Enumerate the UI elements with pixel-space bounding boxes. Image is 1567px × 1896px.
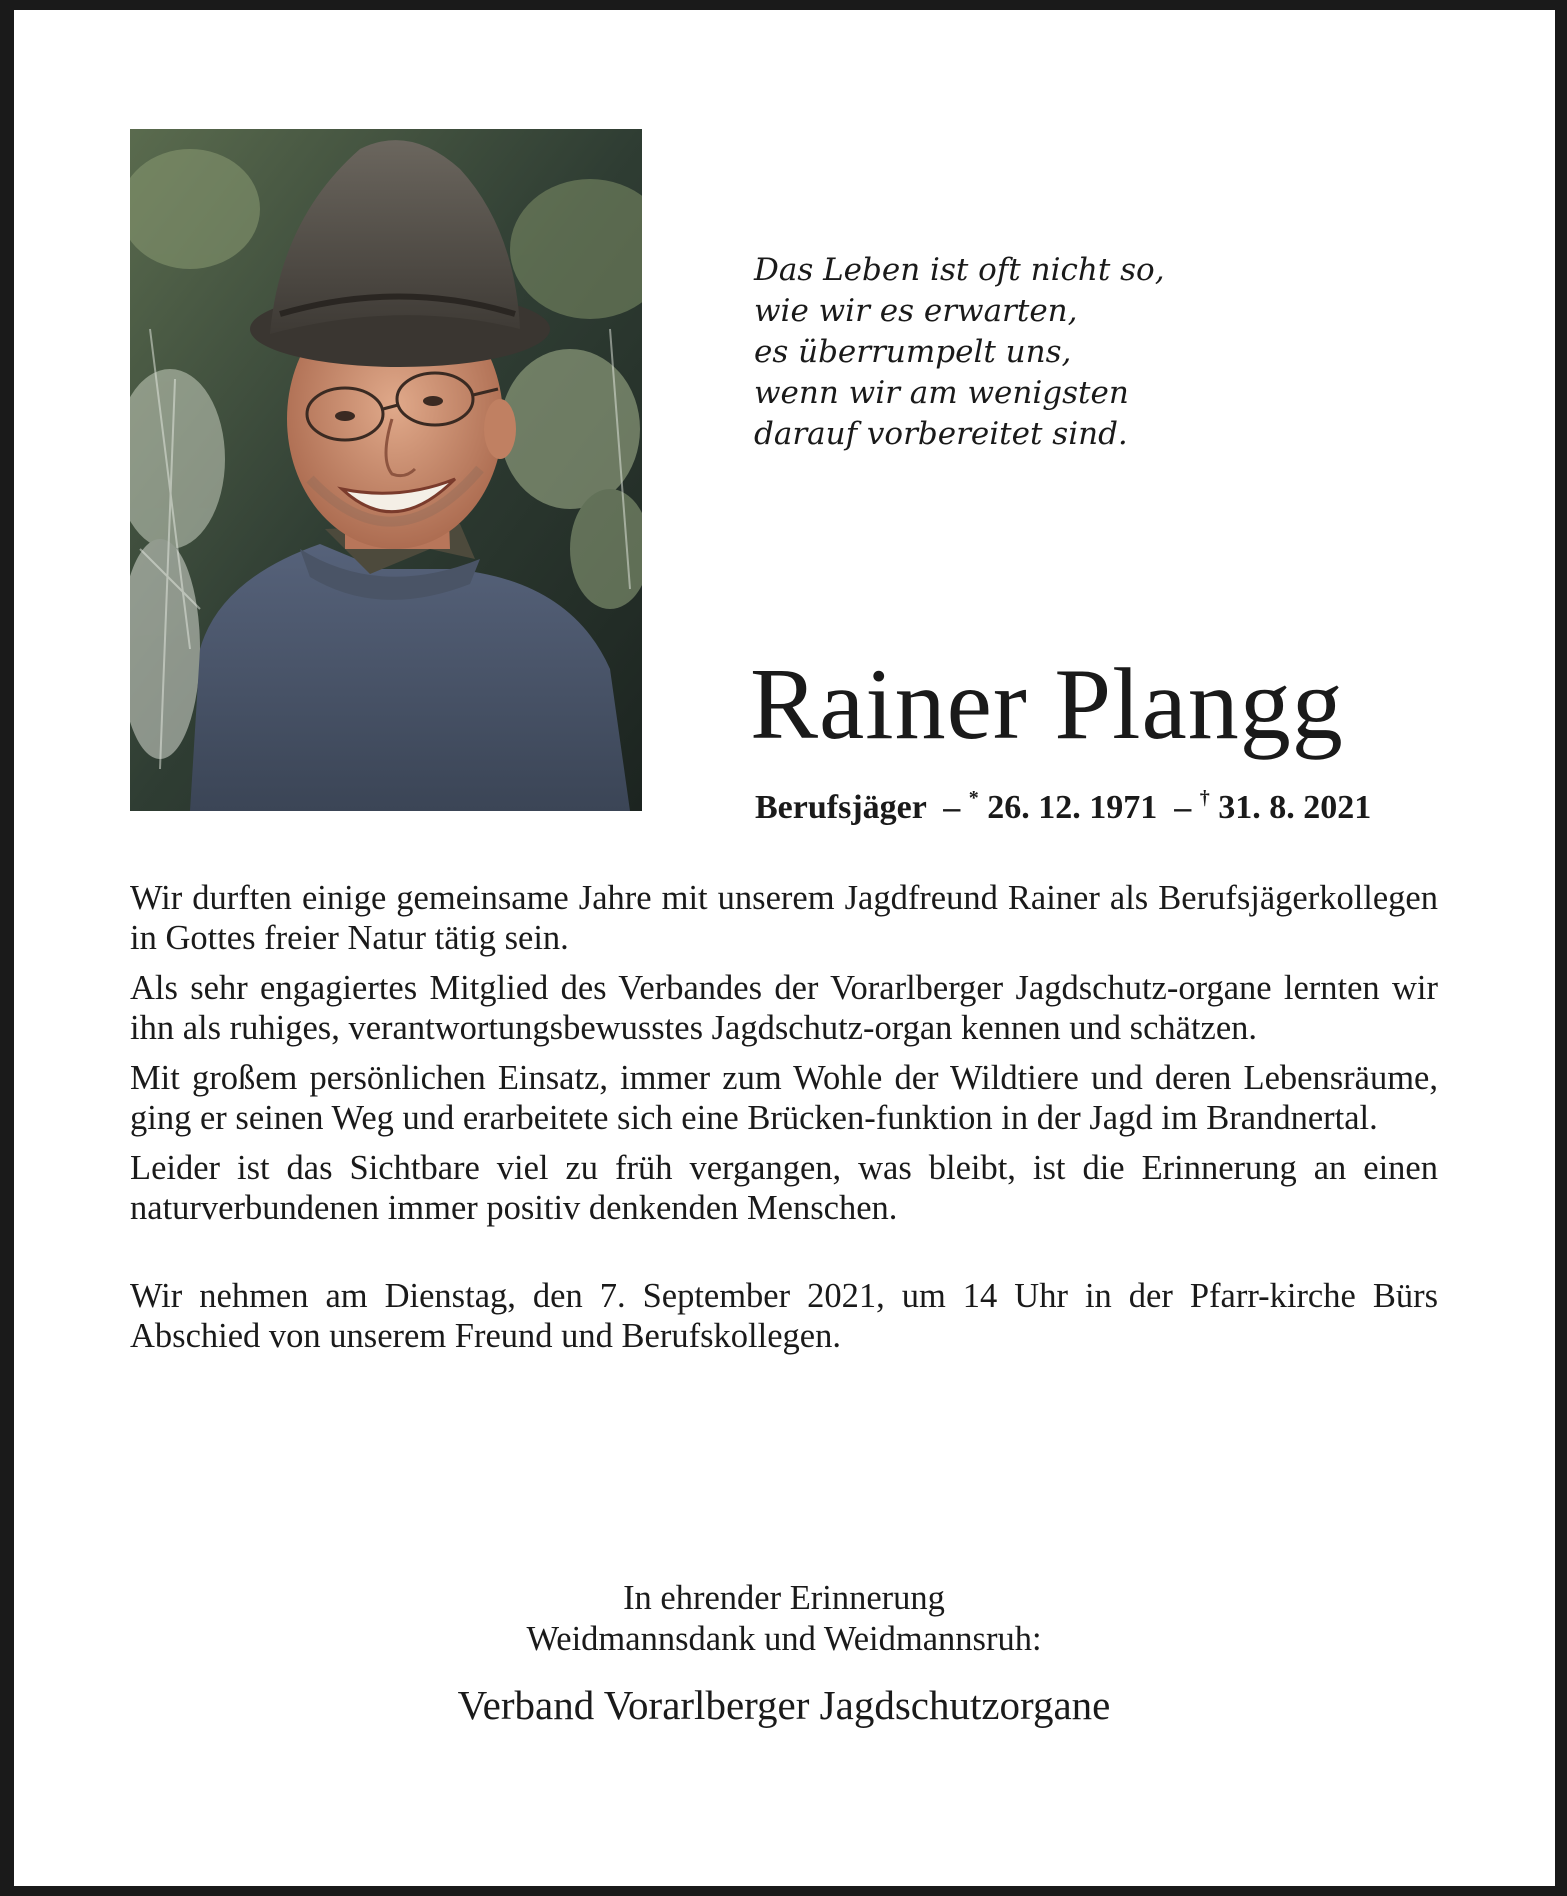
obituary-body [130,878,1438,1366]
poem-line: Das Leben ist oft nicht so, [754,252,1165,288]
occupation-and-dates [755,777,1455,829]
poem-line: es überrumpelt uns, [754,334,1072,370]
deceased-name: Rainer Plangg [750,648,1344,761]
separator: – [934,789,969,826]
death-date: 31. 8. 2021 [1218,789,1372,826]
closing-remembrance [130,1578,1438,1660]
body-paragraph: Als sehr engagiertes Mitglied des Verbandes der Vorarlberger Jagdschutz-organe lernten wir ihn als ruhiges, verantwortungsbewusstes Jagdschutz-organ kennen und schätzen. [130,969,1438,1047]
occupation: Berufsjäger [755,789,927,826]
body-paragraph: Leider ist das Sichtbare viel zu früh vergangen, was bleibt, ist die Erinnerung an einen naturverbundenen immer positiv denkenden Menschen. [130,1149,1438,1227]
poem-line: wie wir es erwarten, [754,293,1078,329]
portrait-photo-illustration [130,129,642,811]
poem-line: wenn wir am wenigsten [754,375,1129,411]
birth-symbol: * [968,787,979,809]
memorial-poem [754,250,1274,455]
body-paragraph: Mit großem persönlichen Einsatz, immer zum Wohle der Wildtiere und deren Lebensräume, ging er seinen Weg und erarbeitete sich eine Brücken-funktion in der Jagd im Brandnertal. [130,1059,1438,1137]
organization-signature: Verband Vorarlberger Jagdschutzorgane [457,1682,1111,1728]
body-paragraph: Wir durften einige gemeinsame Jahre mit unserem Jagdfreund Rainer als Berufsjägerkollegen in Gottes freier Natur tätig sein. [130,879,1438,957]
poem-line: darauf vorbereitet sind. [754,416,1128,452]
separator: – [1165,789,1200,826]
death-symbol: † [1199,787,1210,809]
closing-line: In ehrender Erinnerung [623,1579,945,1617]
service-announcement: Wir nehmen am Dienstag, den 7. September 2021, um 14 Uhr in der Pfarr-kirche Bürs Abschied von unserem Freund und Berufskollegen. [130,1277,1438,1355]
birth-date: 26. 12. 1971 [987,789,1158,826]
closing-line: Weidmannsdank und Weidmannsruh: [526,1620,1042,1658]
portrait-photo [130,129,642,811]
